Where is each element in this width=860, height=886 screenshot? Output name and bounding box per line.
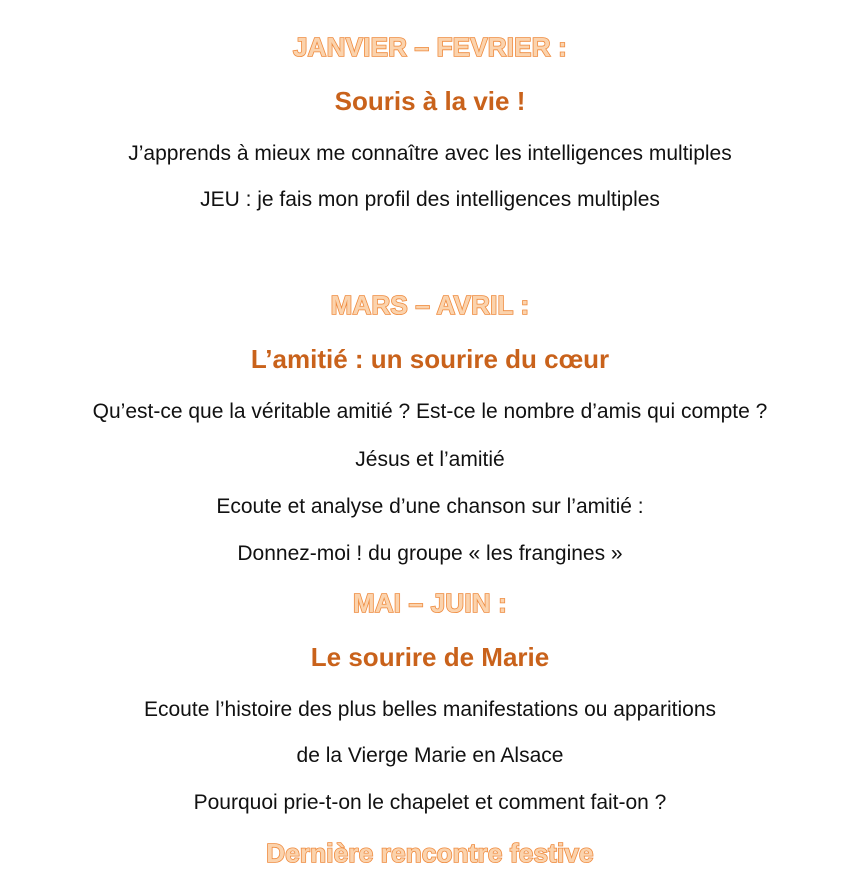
- section-text-line: Ecoute et analyse d’une chanson sur l’amitié :: [216, 495, 644, 518]
- section-text-line: Donnez-moi ! du groupe « les frangines »: [237, 542, 623, 565]
- section-title: L’amitié : un sourire du cœur: [250, 344, 610, 374]
- section-period-heading: MARS – AVRIL :: [330, 290, 530, 320]
- closing-heading: Dernière rencontre festive: [266, 838, 594, 868]
- section-text-line: Ecoute l’histoire des plus belles manifestations ou apparitions: [144, 698, 716, 721]
- section-period-heading: JANVIER – FEVRIER :: [293, 32, 567, 62]
- section-period-heading: MAI – JUIN :: [352, 588, 508, 618]
- section-text-line: Jésus et l’amitié: [355, 448, 505, 471]
- section-text-line: Pourquoi prie-t-on le chapelet et comment fait-on ?: [193, 791, 667, 814]
- section-title: Souris à la vie !: [334, 86, 526, 116]
- section-text-line: J’apprends à mieux me connaître avec les intelligences multiples: [128, 142, 732, 165]
- section-text-line: Qu’est-ce que la véritable amitié ? Est-ce le nombre d’amis qui compte ?: [92, 400, 768, 423]
- section-text-line: de la Vierge Marie en Alsace: [296, 744, 564, 767]
- section-text-line: JEU : je fais mon profil des intelligences multiples: [200, 188, 660, 211]
- section-title: Le sourire de Marie: [310, 642, 550, 672]
